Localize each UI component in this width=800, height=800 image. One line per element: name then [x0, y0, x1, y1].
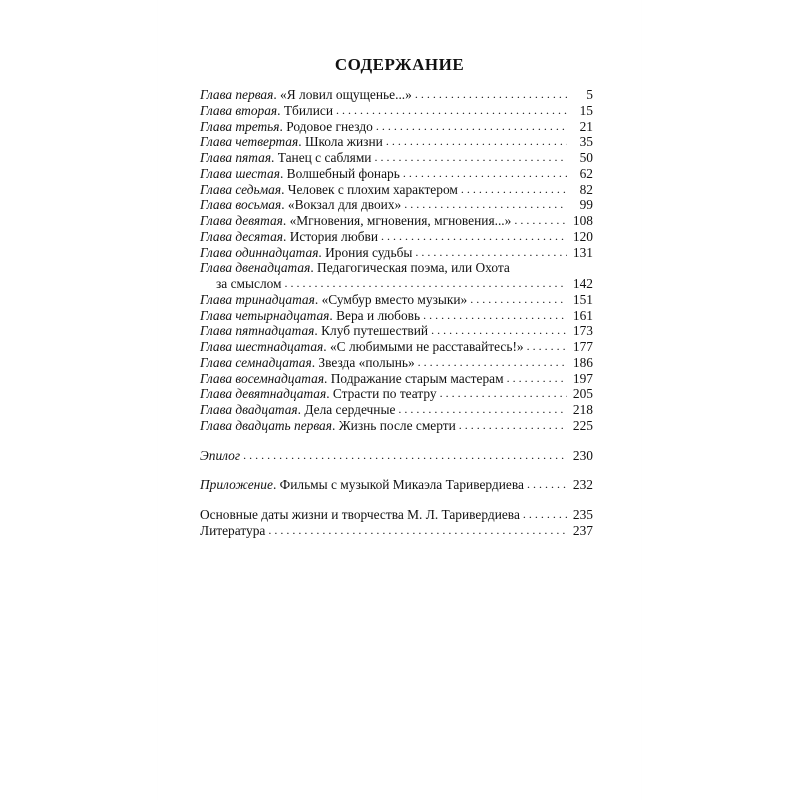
chapter-title: История любви [289, 228, 379, 244]
chapter-prefix: Глава десятая [200, 228, 283, 244]
page-number: 197 [572, 370, 593, 386]
chapter-prefix: Глава пятнадцатая [200, 323, 315, 339]
toc-entry[interactable]: Глава семнадцатая. Звезда «полынь» . . . 186 [200, 355, 593, 371]
leader-dots [423, 307, 567, 324]
chapter-title: Подражание старым мастерам [330, 370, 504, 386]
toc-entry-literature[interactable] [200, 523, 593, 539]
toc-entry[interactable]: Глава двенадцатая. Педагогическая поэма, или Охота [200, 260, 510, 276]
toc-entry[interactable]: Глава четвертая. Школа жизни . . . 35 [200, 134, 593, 150]
toc-entry[interactable]: Глава третья. Родовое гнездо . . . 21 [200, 119, 593, 135]
chapter-title: Родовое гнездо [286, 118, 373, 134]
chapter-prefix: Глава седьмая [200, 181, 282, 197]
toc-entry[interactable]: Глава тринадцатая. «Сумбур вместо музыки» . . . 151 [200, 292, 593, 308]
leader-dots [404, 196, 567, 213]
toc-entry[interactable]: Глава девятая. «Мгновения, мгновения, мгновения...» . . . 108 [200, 213, 593, 229]
leader-dots [461, 181, 567, 198]
chapter-prefix: Глава тринадцатая [200, 291, 315, 307]
chapter-title: Педагогическая поэма, или Охота [317, 260, 510, 276]
chapter-title: Тбилиси [283, 102, 333, 118]
page-number: 21 [579, 118, 593, 134]
leader-dots [268, 522, 567, 539]
leader-dots [440, 385, 567, 402]
page-number: 235 [572, 507, 593, 522]
section-spacer [200, 434, 593, 448]
chapter-title: Школа жизни [304, 134, 383, 150]
chapter-title: Клуб путешествий [321, 323, 429, 339]
page-number: 237 [572, 522, 593, 538]
leader-dots [376, 118, 567, 135]
chapter-title: «Вокзал для двоих» [287, 197, 402, 213]
toc-entry[interactable]: Глава девятнадцатая. Страсти по театру . . . 205 [200, 386, 593, 402]
page-number: 173 [572, 323, 593, 339]
chapter-prefix: Глава пятая [200, 150, 272, 165]
leader-dots [527, 476, 567, 493]
toc-entry[interactable]: Глава восьмая. «Вокзал для двоих» . . . 99 [200, 197, 593, 213]
chapter-prefix: Глава двадцатая [200, 402, 298, 417]
chapter-prefix: Глава четырнадцатая [200, 307, 330, 323]
leader-dots [336, 102, 567, 119]
chapter-title: «Я ловил ощущенье...» [280, 87, 412, 102]
leader-dots [398, 401, 567, 418]
page-number: 108 [572, 213, 593, 228]
page-number: 15 [579, 102, 593, 118]
page-number: 82 [579, 181, 593, 197]
leader-dots [527, 338, 567, 355]
toc-entry-epilogue[interactable] [200, 448, 593, 464]
leader-dots [374, 149, 567, 166]
toc-entry[interactable]: Глава десятая. История любви . . . 120 [200, 229, 593, 245]
page-number: 142 [572, 276, 593, 291]
page-number: 62 [579, 165, 593, 181]
chapter-prefix: Глава четвертая [200, 134, 299, 150]
page-number: 99 [579, 197, 593, 213]
leader-dots [418, 354, 567, 371]
toc-entry[interactable]: Глава восемнадцатая. Подражание старым мастерам . . . 197 [200, 371, 593, 387]
toc-entry[interactable]: Глава первая. «Я ловил ощущенье...» . . . 5 [200, 87, 593, 103]
leader-dots [470, 291, 567, 308]
chapter-prefix: Глава двадцать первая [200, 417, 332, 433]
toc-entry[interactable]: Глава двадцать первая. Жизнь после смерти . . . 225 [200, 418, 593, 434]
chapter-title: Человек с плохим характером [287, 181, 458, 197]
section-spacer [200, 493, 593, 507]
page-number: 218 [572, 402, 593, 417]
toc-entry-appendix[interactable]: Приложение. Фильмы с музыкой Микаэла Таривердиева . . . 232 [200, 477, 593, 493]
chapter-title: Волшебный фонарь [286, 165, 400, 181]
chapter-prefix: Глава третья [200, 118, 280, 134]
chapter-title: «Мгновения, мгновения, мгновения...» [289, 213, 512, 228]
table-of-contents [200, 87, 593, 539]
leader-dots [431, 322, 567, 339]
toc-entry[interactable]: Глава четырнадцатая. Вера и любовь . . . 161 [200, 308, 593, 324]
section-spacer [200, 463, 593, 477]
toc-entry[interactable]: Глава одиннадцатая. Ирония судьбы . . . 131 [200, 245, 593, 261]
chapter-prefix: Глава девятая [200, 213, 283, 228]
leader-dots [507, 370, 567, 387]
book-page [158, 0, 641, 800]
toc-entry[interactable]: Глава двадцатая. Дела сердечные . . . 218 [200, 402, 593, 418]
leader-dots [523, 506, 567, 523]
chapter-title: Звезда «полынь» [318, 354, 415, 370]
leader-dots [381, 228, 567, 245]
page-number: 131 [572, 244, 593, 260]
chapter-title: Танец с саблями [277, 150, 372, 165]
page-number: 177 [572, 339, 593, 354]
page-title: СОДЕРЖАНИЕ [334, 55, 465, 74]
chapter-title-continued: за смыслом [216, 276, 282, 291]
page-number: 151 [572, 291, 593, 307]
toc-entry[interactable]: Глава седьмая. Человек с плохим характером . . . 82 [200, 182, 593, 198]
page-number: 50 [579, 150, 593, 165]
leader-dots [243, 447, 567, 464]
chapter-title: Ирония судьбы [325, 244, 413, 260]
toc-entry-continuation[interactable] [200, 276, 593, 292]
chapter-prefix: Глава первая [200, 87, 274, 102]
toc-entry[interactable]: Глава вторая. Тбилиси . . . 15 [200, 103, 593, 119]
chapter-title: Страсти по театру [332, 386, 437, 402]
toc-entry[interactable]: Глава шестая. Волшебный фонарь . . . 62 [200, 166, 593, 182]
toc-entry[interactable]: Глава пятнадцатая. Клуб путешествий . . . 173 [200, 323, 593, 339]
leader-dots [285, 275, 567, 292]
leader-dots [459, 417, 567, 434]
appendix-prefix: Приложение [200, 477, 273, 493]
chapter-title: Вера и любовь [336, 307, 421, 323]
page-number: 205 [572, 386, 593, 402]
page-number: 5 [586, 87, 593, 102]
leader-dots [415, 244, 567, 261]
page-number: 35 [579, 134, 593, 150]
chapter-title: Жизнь после смерти [338, 417, 456, 433]
chapter-title: «Сумбур вместо музыки» [321, 291, 468, 307]
leader-dots [403, 165, 567, 182]
extra-title: Литература [200, 522, 266, 538]
page-number: 186 [572, 354, 593, 370]
leader-dots [386, 133, 567, 150]
page-number: 232 [572, 477, 593, 493]
appendix-title: Фильмы с музыкой Микаэла Таривердиева [279, 477, 524, 493]
chapter-prefix: Глава шестнадцатая [200, 339, 324, 354]
chapter-prefix: Глава семнадцатая [200, 354, 312, 370]
toc-entry[interactable]: Глава пятая. Танец с саблями . . . 50 [200, 150, 593, 166]
page-number: 161 [572, 307, 593, 323]
extra-title: Основные даты жизни и творчества М. Л. Таривердиева [200, 507, 520, 522]
chapter-prefix: Глава двенадцатая [200, 260, 311, 276]
chapter-prefix: Глава восемнадцатая [200, 370, 325, 386]
page-number: 225 [572, 417, 593, 433]
chapter-prefix: Глава шестая [200, 165, 280, 181]
toc-entry-dates[interactable] [200, 507, 593, 523]
page-number: 120 [572, 228, 593, 244]
chapter-title: Дела сердечные [304, 402, 396, 417]
leader-dots [415, 86, 567, 103]
chapter-prefix: Глава девятнадцатая [200, 386, 327, 402]
epilogue-label: Эпилог [200, 447, 241, 463]
chapter-prefix: Глава одиннадцатая [200, 244, 319, 260]
chapter-prefix: Глава восьмая [200, 197, 282, 213]
toc-entry[interactable]: Глава шестнадцатая. «С любимыми не расставайтесь!» . . . 177 [200, 339, 593, 355]
page-number: 230 [572, 447, 593, 463]
chapter-title: «С любимыми не расставайтесь!» [329, 339, 524, 354]
chapter-prefix: Глава вторая [200, 102, 278, 118]
leader-dots [514, 212, 567, 229]
